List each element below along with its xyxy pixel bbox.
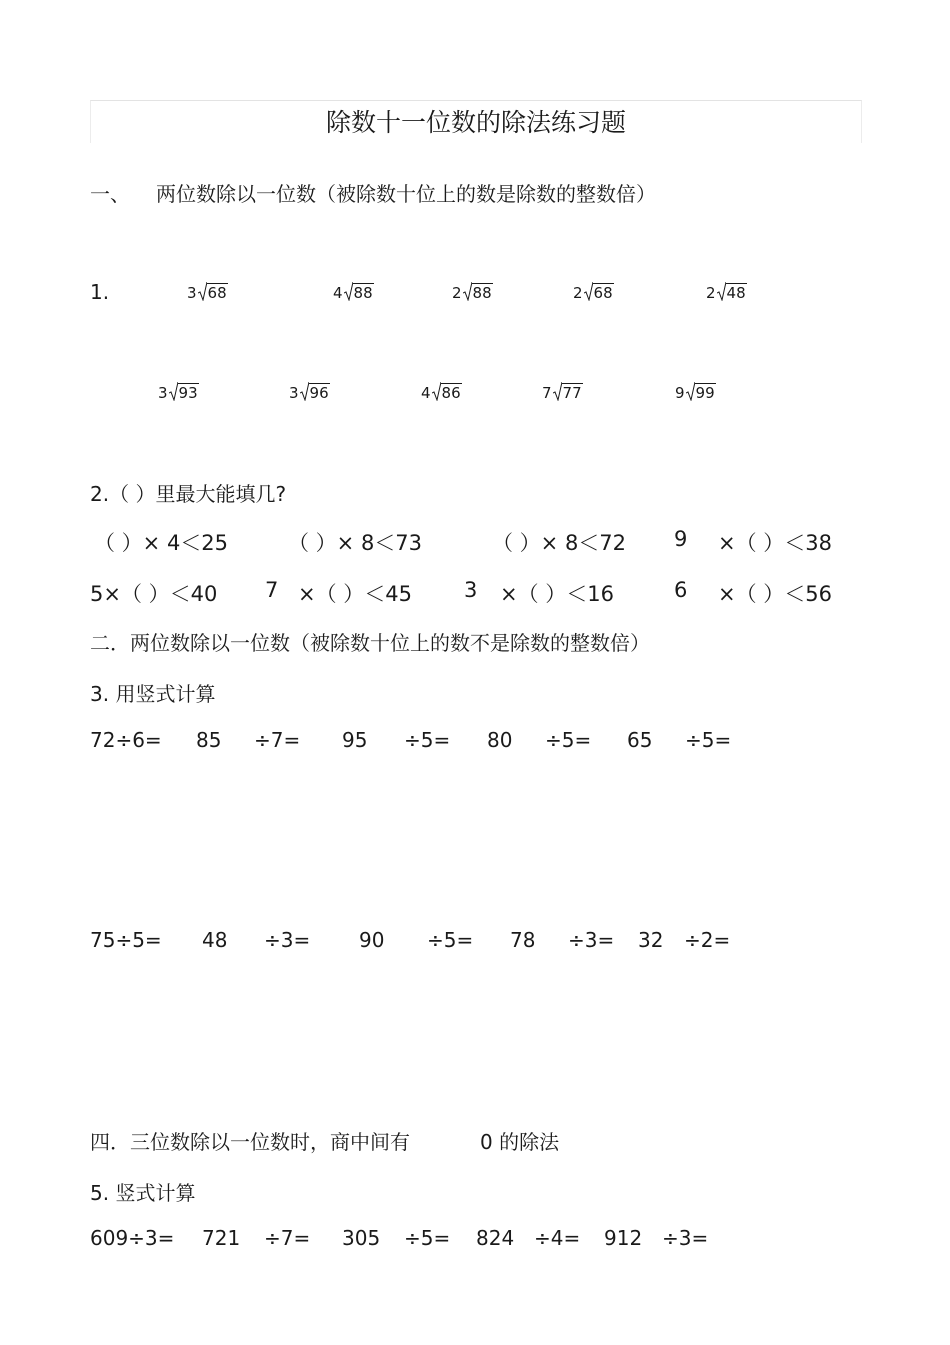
long-division-problem (158, 382, 199, 401)
dividend: 77 (562, 384, 582, 402)
section4-heading-tail: 0 的除法 (480, 1130, 560, 1154)
dividend: 68 (593, 284, 613, 302)
q3-r2-item: 75÷5= (90, 928, 162, 952)
q2-r2-item: ×（ ）＜16 (500, 582, 614, 606)
dividend: 99 (695, 384, 715, 402)
q5-r1-item: ÷3= (662, 1226, 709, 1250)
q5-r1-item: 721 (202, 1226, 241, 1250)
dividend: 93 (178, 384, 198, 402)
division-bracket-icon (344, 282, 353, 301)
q3-r2-item: 78 (510, 928, 536, 952)
q3-r2-item: ÷2= (684, 928, 731, 952)
division-bracket-icon (169, 382, 178, 401)
long-division-problem (675, 382, 716, 401)
long-division-problem (187, 282, 228, 301)
q2-r2-item: 5×（ ）＜40 (90, 582, 218, 606)
divisor: 7 (542, 384, 552, 402)
section4-heading: 四．三位数除以一位数时，商中间有 (90, 1130, 410, 1154)
dividend: 86 (441, 384, 461, 402)
division-bracket-icon (198, 282, 207, 301)
q2-r2-item: ×（ ）＜45 (298, 582, 412, 606)
division-bracket-icon (717, 282, 726, 301)
q2-r1-item: （ ）× 4＜25 (94, 531, 229, 555)
q2-r1-item: （ ）× 8＜72 (492, 531, 627, 555)
q3-r1-item: ÷5= (404, 728, 451, 752)
divisor: 9 (675, 384, 685, 402)
q2-r1-item: ×（ ）＜38 (718, 531, 832, 555)
division-bracket-icon (584, 282, 593, 301)
q2-r1-item: （ ）× 8＜73 (288, 531, 423, 555)
divisor: 3 (158, 384, 168, 402)
section1-number: 一、 (90, 182, 130, 206)
long-division-problem (421, 382, 462, 401)
title-box (90, 100, 862, 143)
q3-r1-item: 85 (196, 728, 222, 752)
q3-r2-item: 90 (359, 928, 385, 952)
divisor: 4 (421, 384, 431, 402)
q5-r1-item: 609÷3= (90, 1226, 175, 1250)
division-bracket-icon (463, 282, 472, 301)
q2-r1-item: 9 (674, 527, 688, 551)
q5-r1-item: ÷7= (264, 1226, 311, 1250)
dividend: 88 (472, 284, 492, 302)
divisor: 2 (452, 284, 462, 302)
divisor: 4 (333, 284, 343, 302)
long-division-problem (452, 282, 493, 301)
page-title: 除数十一位数的除法练习题 (325, 108, 626, 137)
q5-r1-item: 912 (604, 1226, 643, 1250)
divisor: 2 (706, 284, 716, 302)
q3-r1-item: 95 (342, 728, 368, 752)
long-division-problem (333, 282, 374, 301)
q2-r2-item: 3 (464, 578, 478, 602)
dividend: 96 (309, 384, 329, 402)
division-bracket-icon (553, 382, 562, 401)
divisor: 3 (289, 384, 299, 402)
q3-r2-item: 48 (202, 928, 228, 952)
q3-label: 3. 用竖式计算 (90, 682, 216, 706)
division-bracket-icon (432, 382, 441, 401)
dividend: 88 (353, 284, 373, 302)
q3-r1-item: ÷7= (254, 728, 301, 752)
q2-r2-item: 7 (265, 578, 279, 602)
q2-r2-item: 6 (674, 578, 688, 602)
q3-r1-item: ÷5= (685, 728, 732, 752)
q3-r1-item: 72÷6= (90, 728, 162, 752)
section1-heading: 两位数除以一位数（被除数十位上的数是除数的整数倍） (156, 182, 656, 206)
q1-label: 1. (90, 280, 110, 304)
divisor: 2 (573, 284, 583, 302)
q5-r1-item: ÷5= (404, 1226, 451, 1250)
q5-r1-item: 305 (342, 1226, 381, 1250)
q3-r2-item: ÷3= (568, 928, 615, 952)
q2-r2-item: ×（ ）＜56 (718, 582, 832, 606)
q3-r1-item: 65 (627, 728, 653, 752)
q5-label: 5. 竖式计算 (90, 1181, 196, 1205)
q3-r1-item: ÷5= (545, 728, 592, 752)
long-division-problem (573, 282, 614, 301)
long-division-problem (289, 382, 330, 401)
q3-r2-item: ÷3= (264, 928, 311, 952)
q5-r1-item: 824 (476, 1226, 515, 1250)
section2-heading: 二．两位数除以一位数（被除数十位上的数不是除数的整数倍） (90, 631, 650, 655)
q5-r1-item: ÷4= (534, 1226, 581, 1250)
long-division-problem (706, 282, 747, 301)
dividend: 68 (207, 284, 227, 302)
division-bracket-icon (300, 382, 309, 401)
dividend: 48 (726, 284, 746, 302)
division-bracket-icon (686, 382, 695, 401)
q3-r2-item: ÷5= (427, 928, 474, 952)
divisor: 3 (187, 284, 197, 302)
q2-label: 2.（ ）里最大能填几? (90, 482, 287, 506)
long-division-problem (542, 382, 583, 401)
q3-r1-item: 80 (487, 728, 513, 752)
q3-r2-item: 32 (638, 928, 664, 952)
